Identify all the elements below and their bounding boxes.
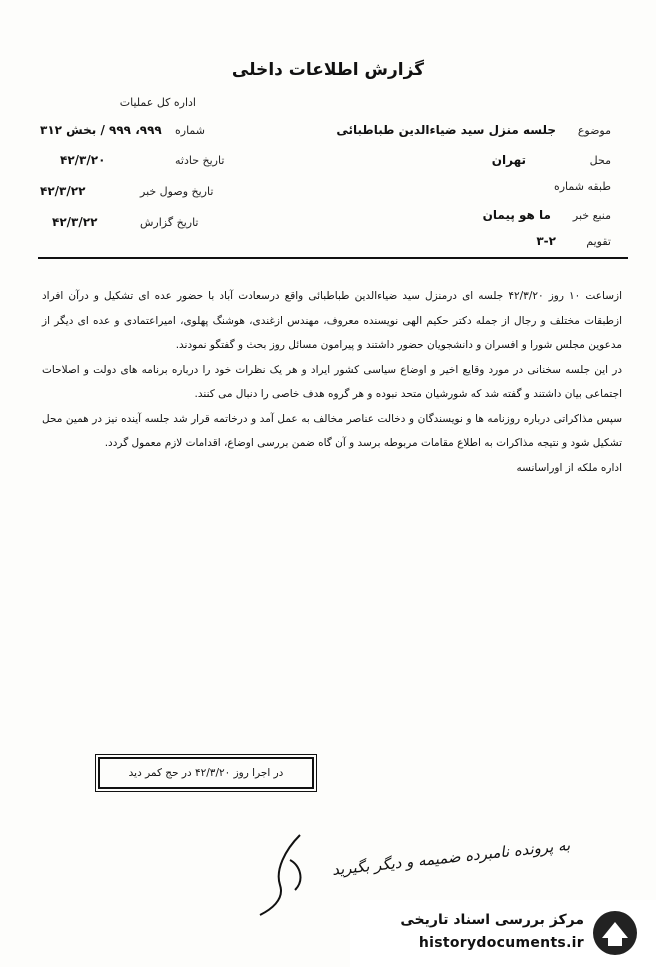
received-date-label: تاریخ وصول خبر [140, 185, 214, 198]
incident-date-label: تاریخ حادثه [175, 154, 225, 167]
ref-number-value: ۹۹۹، ۹۹۹ / بخش ۳۱۲ [40, 123, 162, 137]
ref-number-label: شماره [175, 124, 206, 137]
tag-label: تقویم [586, 235, 611, 248]
report-body [42, 284, 622, 480]
department-name: اداره کل عملیات [119, 96, 196, 109]
subject-label: موضوع [577, 124, 611, 137]
report-date-label: تاریخ گزارش [140, 216, 199, 229]
incident-date-value: ۴۲/۳/۲۰ [60, 153, 106, 167]
source-label: منبع خبر [572, 209, 611, 222]
tag-value: ۳-۲ [536, 234, 556, 248]
classification-label: طبقه شماره [553, 180, 611, 193]
handwritten-note: به پرونده نامبرده ضمیمه و دیگر بگیرید [331, 836, 571, 879]
place-value: تهران [491, 153, 526, 167]
body-closing: اداره ملکه از اوراسانسه [516, 461, 622, 474]
body-paragraph: سپس مذاکراتی درباره روزنامه ها و نویسندگان و دخالت عناصر مخالف به عمل آمد و درخاتمه قرار شد جلسه آینده نیز در همین محل تشکیل شود و نتیجه مذاکرات به اطلاع مقامات مربوطه برسد و آن گاه ضمن بررسی اوضاع، اقدامات لازم معمول گردد. [42, 412, 622, 449]
subject-value: جلسه منزل سید ضیاءالدین طباطبائی [336, 123, 556, 137]
body-paragraph: ازساعت ۱۰ روز ۴۲/۳/۲۰ جلسه ای درمنزل سید ضیاءالدین طباطبائی واقع درسعادت آباد با حضور عده ای تشکیل و درآن افراد ازطبقات مختلف و رجال از جمله دکتر حکیم الهی نویسنده معروف، مهندس ازغندی، هوشنگ پهلوی، امیراعتمادی و عده ای دیگر از مدعوین مجلس شورا و افسران و دانشجویان حضور داشتند و پیرامون مسائل روز بحث و گفتگو نمودند. [42, 290, 622, 351]
body-paragraph: در این جلسه سخنانی در مورد وقایع اخیر و اوضاع سیاسی کشور ایراد و هر یک نظرات خود را درباره برنامه های دولت و اصلاحات اجتماعی بیان داشتند و گفته شد که شورشیان متحد نبوده و هر گروه هدف خاصی را دنبال می کنند. [42, 363, 622, 400]
header-divider [38, 257, 628, 259]
watermark-url: historydocuments.ir [418, 935, 584, 951]
document-title: گزارش اطلاعات داخلی [231, 60, 425, 80]
archive-logo-icon [590, 908, 640, 958]
received-date-value: ۴۲/۳/۲۲ [40, 184, 86, 198]
place-label: محل [589, 154, 611, 167]
report-date-value: ۴۲/۳/۲۲ [52, 215, 98, 229]
source-value: ما هو پیمان [482, 208, 551, 222]
archive-stamp: در اجرا روز ۴۲/۳/۲۰ در حج کمر دید [98, 757, 314, 789]
watermark-name: مرکز بررسی اسناد تاریخی [400, 912, 584, 928]
